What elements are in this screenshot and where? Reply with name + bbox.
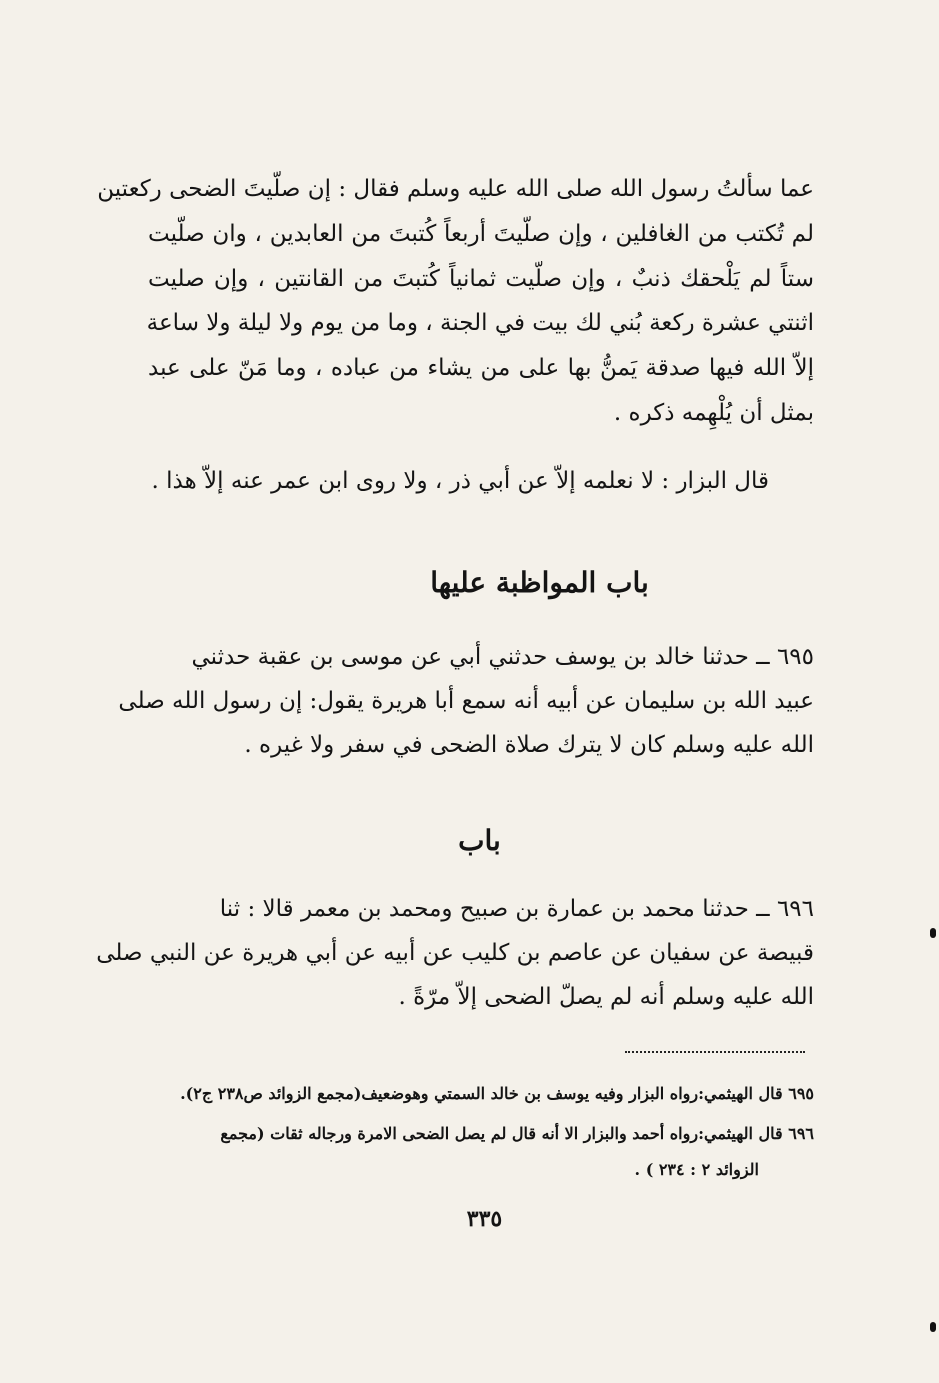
footnote-divider xyxy=(625,1051,805,1053)
paragraph-1-line: بمثل أن يُلْهِمه ذكره . xyxy=(613,400,814,426)
page-number: ٣٣٥ xyxy=(466,1206,503,1232)
paragraph-1-line: ستاً لم يَلْحقك ذنبٌ ، وإن صلّيت ثمانياً كُتبتَ من القانتين ، وإن صليت xyxy=(148,266,814,292)
paragraph-1-line: إلاّ الله فيها صدقة يَمنُّ بها على من يشاء من عباده ، وما مَنّ على عبد xyxy=(148,355,814,381)
hadith-695-line: الله عليه وسلم كان لا يترك صلاة الضحى في سفر ولا غيره . xyxy=(244,732,814,758)
section-heading-muwazaba: باب المواظبة عليها xyxy=(430,566,649,599)
paragraph-1 xyxy=(97,176,814,438)
hadith-696-line: ٦٩٦ ــ حدثنا محمد بن عمارة بن صبيح ومحمد بن معمر قالا : ثنا xyxy=(219,896,814,922)
scan-mark xyxy=(930,928,936,938)
section-heading-bab: باب xyxy=(458,824,501,857)
footnote-695: ٦٩٥ قال الهيثمي:رواه البزار وفيه يوسف بن خالد السمتي وهوضعيف(مجمع الزوائد ص٢٣٨ ج٢). xyxy=(180,1084,814,1103)
hadith-696-line: قبيصة عن سفيان عن عاصم بن كليب عن أبيه عن أبي هريرة عن النبي صلى xyxy=(96,940,814,966)
hadith-696-line: الله عليه وسلم أنه لم يصلّ الضحى إلاّ مرّةً . xyxy=(398,984,814,1010)
scan-mark xyxy=(930,1322,936,1332)
hadith-695-line: عبيد الله بن سليمان عن أبيه أنه سمع أبا هريرة يقول: إن رسول الله صلى xyxy=(118,688,814,714)
footnote-696: ٦٩٦ قال الهيثمي:رواه أحمد والبزار الا أنه قال لم يصل الضحى الامرة ورجاله ثقات (مجمع xyxy=(220,1124,814,1143)
footnote-696-continued: الزوائد ٢ : ٢٣٤ ) . xyxy=(634,1160,759,1179)
paragraph-1-line: لم تُكتب من الغافلين ، وإن صلّيتَ أربعاً كُتبتَ من العابدين ، وان صلّيت xyxy=(148,221,814,247)
paragraph-1-line: عما سألتُ رسول الله صلى الله عليه وسلم فقال : إن صلّيتَ الضحى ركعتين xyxy=(97,176,814,202)
hadith-695-line: ٦٩٥ ــ حدثنا خالد بن يوسف حدثني أبي عن موسى بن عقبة حدثني xyxy=(191,644,814,670)
bazzar-quote: قال البزار : لا نعلمه إلاّ عن أبي ذر ، ولا روى ابن عمر عنه إلاّ هذا . xyxy=(151,468,769,494)
paragraph-1-line: اثنتي عشرة ركعة بُني لك بيت في الجنة ، وما من يوم ولا ليلة ولا ساعة xyxy=(146,310,814,336)
